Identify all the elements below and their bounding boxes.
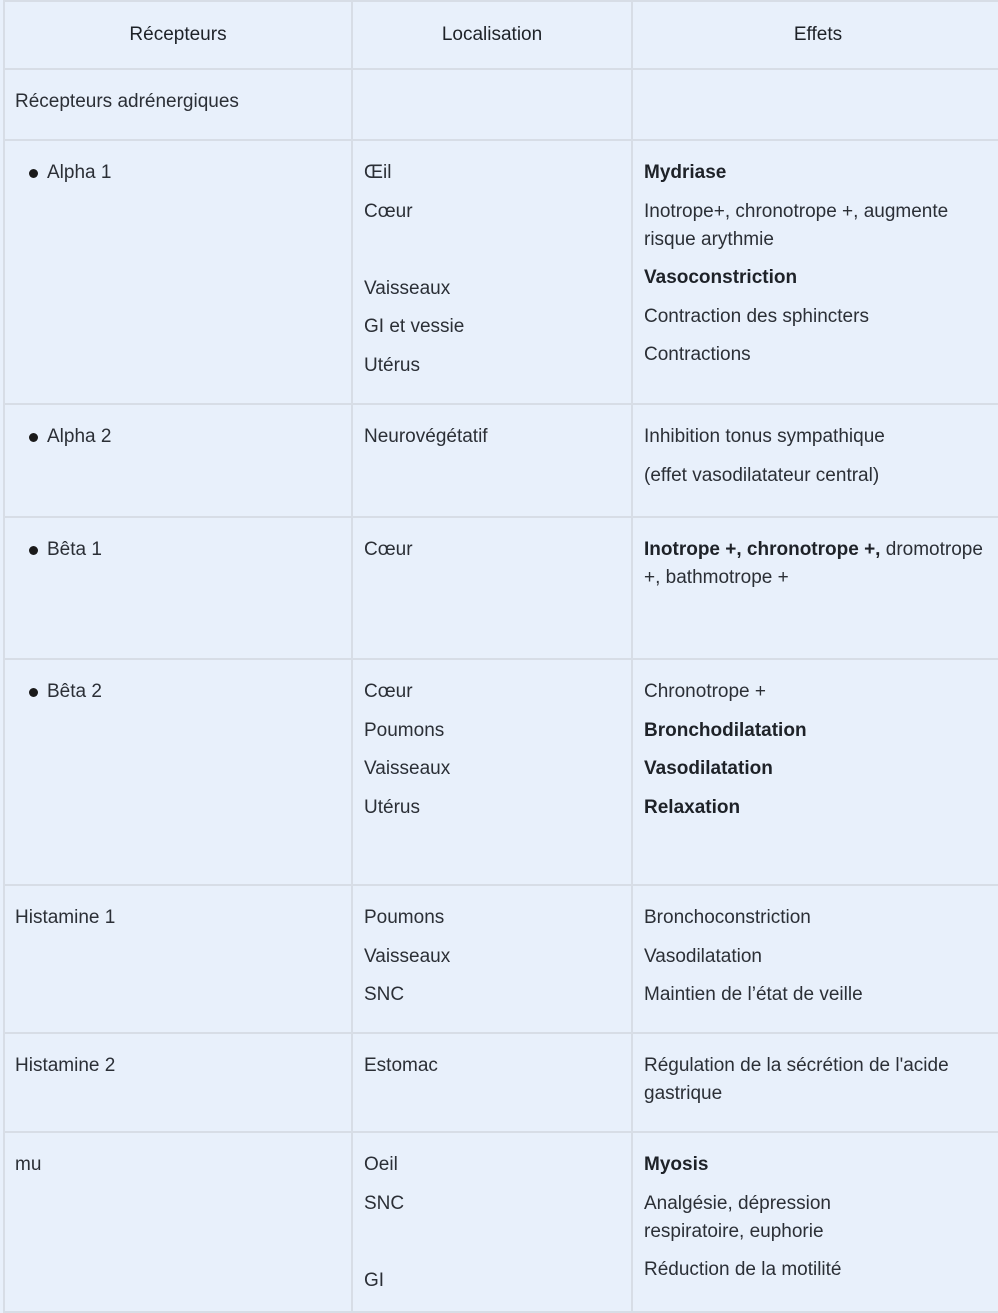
effect-item: Chronotrope + <box>644 681 766 702</box>
effect-item: Bronchodilatation <box>644 719 807 741</box>
effect-item: Inhibition tonus sympathique <box>644 426 885 447</box>
effect-item: Mydriase <box>644 162 727 183</box>
table-row <box>4 1132 998 1312</box>
location-item: GI <box>364 1269 385 1291</box>
effect-bold-part: Inotrope +, chronotrope +, <box>644 539 881 560</box>
header-effects: Effets <box>632 1 998 69</box>
location-item: Estomac <box>364 1055 438 1076</box>
location-item: Oeil <box>364 1154 398 1175</box>
effect-item <box>644 536 998 592</box>
receptor-table <box>3 0 998 1313</box>
effect-item: Bronchoconstriction <box>644 907 811 928</box>
row-name-adrenergic: Récepteurs adrénergiques <box>15 91 239 112</box>
table-row <box>4 517 998 659</box>
effect-item: Analgésie, dépression respiratoire, euphorie <box>644 1192 831 1242</box>
location-item: Poumons <box>364 719 445 741</box>
row-name-histamine2: Histamine 2 <box>15 1055 116 1076</box>
effect-item: Régulation de la sécrétion de l'acide gastrique <box>644 1055 949 1104</box>
effect-item: Relaxation <box>644 796 741 818</box>
row-name-alpha2: Alpha 2 <box>15 423 341 451</box>
effect-item: Vasodilatation <box>644 758 773 779</box>
location-item: Cœur <box>364 539 413 560</box>
location-item: Poumons <box>364 907 445 928</box>
header-location: Localisation <box>352 1 632 69</box>
effect-rest-part: dromotrope +, bathmotrope + <box>644 539 983 588</box>
effect-item: (effet vasodilatateur central) <box>644 464 880 486</box>
row-name-beta2: Bêta 2 <box>15 678 341 706</box>
effect-item: Réduction de la motilité <box>644 1259 842 1280</box>
location-item: Vaisseaux <box>364 277 451 299</box>
location-item: Neurovégétatif <box>364 426 488 447</box>
table-row <box>4 140 998 404</box>
table-header-row <box>4 1 998 69</box>
table-row <box>4 69 998 140</box>
effect-item: Inotrope+, chronotrope +, augmente risque arythmie <box>644 200 949 250</box>
location-item: Utérus <box>364 354 420 376</box>
effect-item: Contractions <box>644 344 751 365</box>
table-row <box>4 1033 998 1132</box>
location-item: Utérus <box>364 796 420 818</box>
effect-item: Maintien de l’état de veille <box>644 984 863 1005</box>
table-row <box>4 404 998 517</box>
location-item: SNC <box>364 1192 405 1214</box>
row-name-mu: mu <box>15 1154 42 1175</box>
header-receptors: Récepteurs <box>4 1 352 69</box>
effect-item: Vasodilatation <box>644 945 762 967</box>
location-item: Cœur <box>364 200 413 222</box>
location-item: Œil <box>364 162 392 183</box>
location-item: Cœur <box>364 681 413 702</box>
location-item: SNC <box>364 984 405 1005</box>
effect-item: Vasoconstriction <box>644 267 798 288</box>
location-item: Vaisseaux <box>364 758 451 779</box>
effect-item: Contraction des sphincters <box>644 305 869 327</box>
row-name-alpha1: Alpha 1 <box>15 159 341 187</box>
row-name-histamine1: Histamine 1 <box>15 907 116 928</box>
location-item: GI et vessie <box>364 316 465 337</box>
effect-item: Myosis <box>644 1154 709 1175</box>
location-item: Vaisseaux <box>364 945 451 967</box>
table-row <box>4 659 998 885</box>
row-name-beta1: Bêta 1 <box>15 536 341 564</box>
table-row <box>4 885 998 1033</box>
